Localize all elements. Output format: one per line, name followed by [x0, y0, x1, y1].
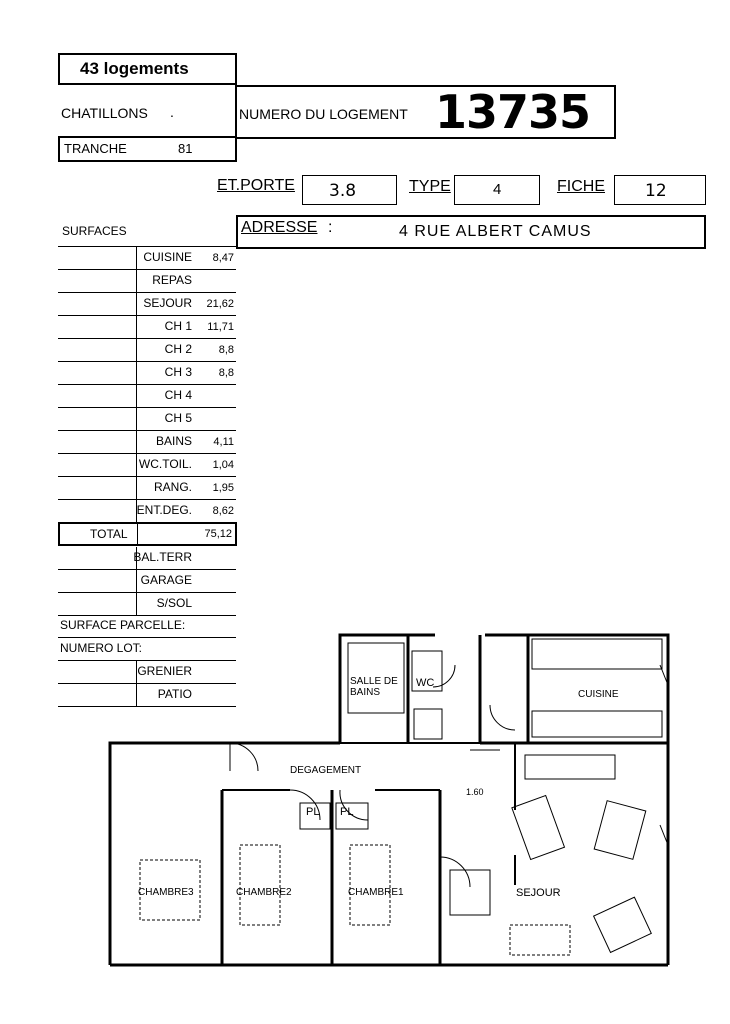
plan-cuisine: CUISINE	[578, 689, 619, 700]
total-separator	[137, 524, 138, 544]
surface-separator	[136, 477, 137, 499]
surface-row	[58, 362, 236, 385]
surface-row	[58, 593, 236, 616]
numero-label: NUMERO DU LOGEMENT	[239, 106, 408, 122]
plan-chambre1: CHAMBRE1	[348, 887, 404, 898]
tranche-value: 81	[178, 141, 193, 156]
plan-sejour: SEJOUR	[516, 887, 561, 899]
etporte-box	[302, 175, 397, 205]
surface-label: S/SOL	[156, 596, 192, 610]
surface-value: 8,8	[218, 344, 234, 356]
type-box	[454, 175, 540, 205]
surface-row	[58, 431, 236, 454]
surface-value: 8,8	[218, 367, 234, 379]
plan-chambre2: CHAMBRE2	[236, 887, 292, 898]
surface-parcelle-label: SURFACE PARCELLE:	[60, 618, 186, 632]
surface-label: CUISINE	[143, 250, 192, 264]
numero-box	[235, 85, 616, 139]
surface-label: PATIO	[157, 687, 192, 701]
surface-separator	[136, 431, 137, 453]
numero-lot-label: NUMERO LOT:	[60, 641, 143, 655]
surface-separator	[136, 270, 137, 292]
surface-label: CH 4	[164, 388, 192, 402]
surface-label: WC.TOIL.	[138, 457, 192, 471]
surface-separator	[136, 385, 137, 407]
surface-label: ENT.DEG.	[136, 503, 192, 517]
logements-count: 43 logements	[80, 59, 189, 78]
surface-row	[58, 339, 236, 362]
type-value: 4	[493, 181, 502, 198]
surface-label: CH 1	[164, 319, 192, 333]
surface-label: BAINS	[155, 434, 192, 448]
surface-separator	[136, 454, 137, 476]
surface-label: GARAGE	[140, 573, 192, 587]
surface-separator	[136, 362, 137, 384]
plan-chambre3: CHAMBRE3	[138, 887, 194, 898]
surface-value: 1,04	[212, 459, 234, 471]
plan-degagement: DEGAGEMENT	[290, 765, 362, 776]
fiche-value: 12	[645, 181, 667, 201]
surface-label: CH 3	[164, 365, 192, 379]
etporte-value: 3.8	[329, 181, 357, 201]
surface-value: 8,62	[212, 505, 234, 517]
tranche-label: TRANCHE	[64, 141, 127, 156]
fiche-box	[614, 175, 706, 205]
commune-dot: .	[170, 104, 174, 120]
plan-wc: WC	[416, 677, 435, 689]
surface-separator	[136, 570, 137, 592]
surface-value: 1,95	[212, 482, 234, 494]
surface-separator	[136, 500, 137, 522]
plan-pl-1: PL	[306, 806, 320, 818]
surface-label: RANG.	[153, 480, 192, 494]
plan-dim: 1.60	[466, 787, 484, 797]
surface-row	[58, 547, 236, 570]
surface-value: 8,47	[212, 252, 234, 264]
surface-separator	[136, 547, 137, 569]
surface-row	[58, 477, 236, 500]
surface-separator	[136, 316, 137, 338]
adresse-label: ADRESSE	[241, 219, 318, 236]
total-label: TOTAL	[90, 527, 128, 541]
surface-row	[58, 570, 236, 593]
surfaces-title: SURFACES	[62, 224, 127, 238]
surface-label: REPAS	[152, 273, 192, 287]
surface-row	[58, 316, 236, 339]
adresse-box	[236, 215, 706, 249]
total-row	[58, 522, 237, 546]
surface-row	[58, 385, 236, 408]
surface-separator	[136, 339, 137, 361]
tranche-box	[58, 136, 237, 162]
fiche-label: FICHE	[557, 178, 605, 195]
surface-label: SEJOUR	[143, 296, 192, 310]
surface-value: 11,71	[207, 321, 234, 333]
adresse-colon: :	[328, 219, 333, 236]
surface-row	[58, 247, 236, 270]
surface-separator	[136, 408, 137, 430]
surface-value: 4,11	[213, 436, 234, 448]
etporte-label: ET.PORTE	[217, 177, 295, 194]
type-label: TYPE	[409, 178, 451, 195]
plan-pl-2: PL	[340, 806, 354, 818]
surface-label: CH 2	[164, 342, 192, 356]
surface-label: GRENIER	[137, 664, 192, 678]
adresse-value: 4 RUE ALBERT CAMUS	[399, 223, 592, 240]
surface-row	[58, 270, 236, 293]
total-value: 75,12	[204, 528, 232, 540]
surface-row	[58, 454, 236, 477]
commune-name: CHATILLONS	[61, 105, 148, 121]
logements-box	[58, 53, 237, 85]
surface-label: BAL.TERR	[133, 550, 192, 564]
surface-row	[58, 500, 236, 523]
surface-separator	[136, 593, 137, 615]
numero-value: 13735	[435, 85, 591, 139]
surface-label: CH 5	[164, 411, 192, 425]
surface-value: 21,62	[206, 298, 234, 310]
plan-salle-de-bains: SALLE DE BAINS	[350, 676, 398, 698]
surface-separator	[136, 293, 137, 315]
surface-row	[58, 408, 236, 431]
surface-row	[58, 293, 236, 316]
surface-separator	[136, 247, 137, 269]
